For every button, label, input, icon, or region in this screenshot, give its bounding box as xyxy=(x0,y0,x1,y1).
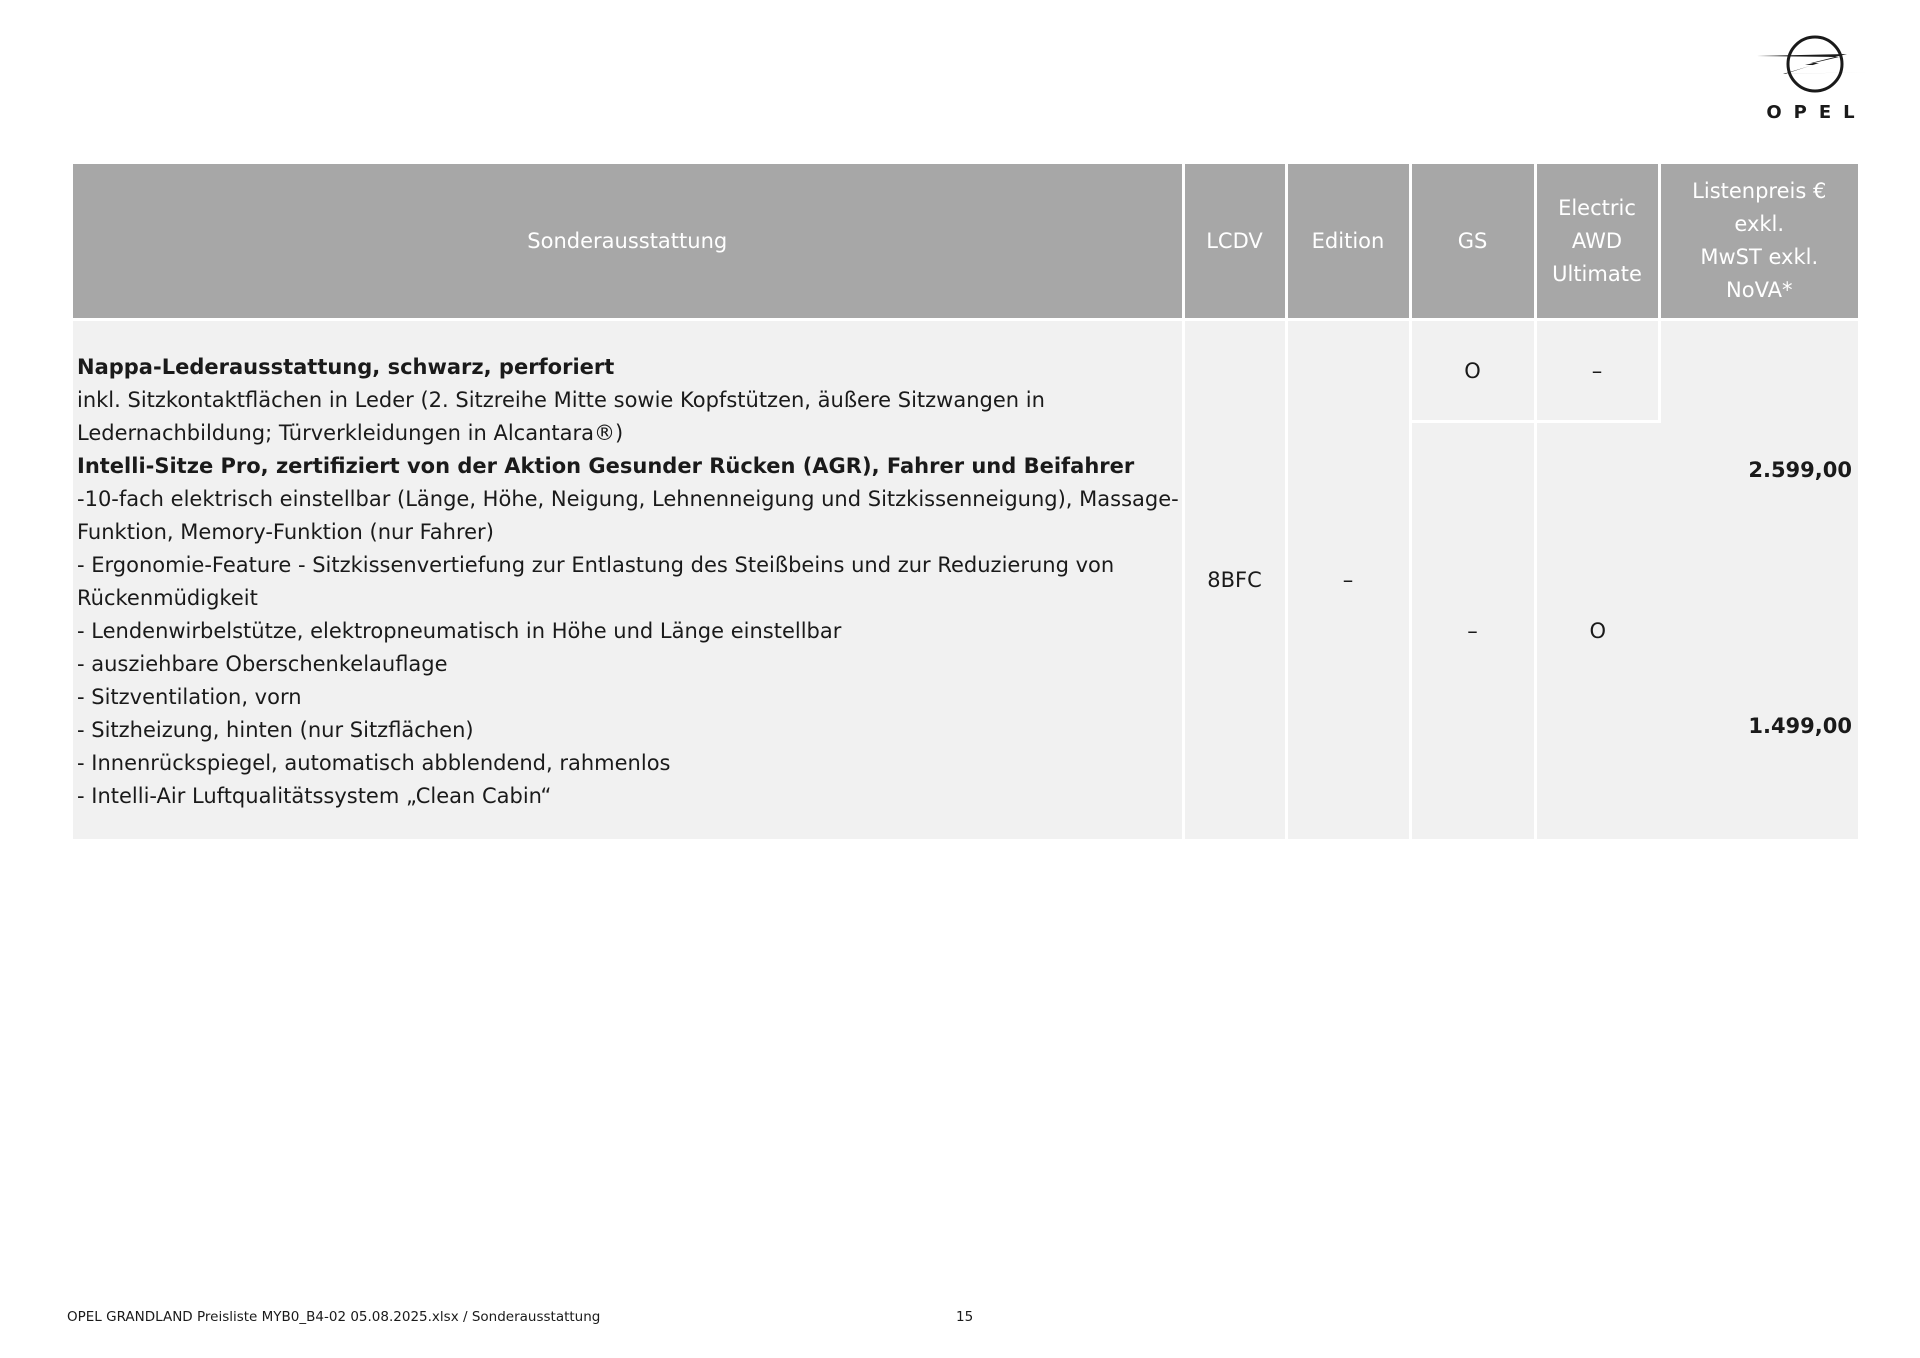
description-line: - Intelli-Air Luftqualitätssystem „Clean Cabin“ xyxy=(77,784,552,808)
awd-cell: O xyxy=(1535,422,1659,840)
price-value: 1.499,00 xyxy=(1748,713,1852,738)
description-line: Funktion, Memory-Funktion (nur Fahrer) xyxy=(77,520,494,544)
description-line: - Sitzventilation, vorn xyxy=(77,685,302,709)
header-price-line: exkl. xyxy=(1734,212,1785,236)
footer-filename: OPEL GRANDLAND Preisliste MYB0_B4-02 05.08.2025.xlsx / Sonderausstattung xyxy=(67,1309,601,1325)
description-title: Intelli-Sitze Pro, zertifiziert von der Aktion Gesunder Rücken (AGR), Fahrer und Beifahrer xyxy=(77,454,1135,478)
header-awd-line: AWD xyxy=(1571,228,1623,253)
description-line: inkl. Sitzkontaktflächen in Leder (2. Sitzreihe Mitte sowie Kopfstützen, äußere Sitzwangen in xyxy=(77,388,1045,412)
header-gs: GS xyxy=(1410,164,1535,320)
description-line: - Lendenwirbelstütze, elektropneumatisch in Höhe und Länge einstellbar xyxy=(77,619,842,643)
edition-cell: – xyxy=(1286,320,1410,840)
page-number: 15 xyxy=(956,1309,974,1325)
header-electric-awd-ultimate xyxy=(1535,164,1659,320)
header-listenpreis xyxy=(1659,164,1858,320)
description-line: Rückenmüdigkeit xyxy=(77,586,258,610)
description-title: Nappa-Lederausstattung, schwarz, perforiert xyxy=(77,355,615,379)
header-price-line: Listenpreis € xyxy=(1692,179,1827,203)
price-value: 2.599,00 xyxy=(1748,457,1852,482)
opel-logo xyxy=(1755,30,1870,125)
table-header-row xyxy=(73,164,1858,320)
header-edition: Edition xyxy=(1286,164,1410,320)
header-awd-line: Ultimate xyxy=(1552,261,1642,286)
gs-cell: O xyxy=(1410,320,1535,422)
gs-cell: – xyxy=(1410,422,1535,840)
header-sonderausstattung: Sonderausstattung xyxy=(73,164,1183,320)
opel-blitz-icon xyxy=(1755,30,1870,100)
awd-cell: – xyxy=(1535,320,1659,422)
header-awd-line: Electric xyxy=(1558,195,1636,220)
table-row xyxy=(73,320,1858,422)
price-cell xyxy=(1659,320,1858,840)
description-line: Ledernachbildung; Türverkleidungen in Alcantara®) xyxy=(77,421,624,445)
description-line: - ausziehbare Oberschenkelauflage xyxy=(77,652,448,676)
description-line: - Innenrückspiegel, automatisch abblendend, rahmenlos xyxy=(77,751,671,775)
brand-name: OPEL xyxy=(1766,102,1867,123)
header-price-line: MwST exkl. xyxy=(1700,245,1819,269)
header-lcdv: LCDV xyxy=(1183,164,1286,320)
description-line: - Sitzheizung, hinten (nur Sitzflächen) xyxy=(77,718,474,742)
lcdv-code-cell: 8BFC xyxy=(1183,320,1286,840)
header-price-line: NoVA* xyxy=(1726,278,1793,302)
equipment-description xyxy=(73,320,1183,840)
equipment-table xyxy=(73,164,1858,839)
description-line: -10-fach elektrisch einstellbar (Länge, Höhe, Neigung, Lehnenneigung und Sitzkissenneigung), Massage- xyxy=(77,487,1179,511)
description-line: - Ergonomie-Feature - Sitzkissenvertiefung zur Entlastung des Steißbeins und zur Reduzierung von xyxy=(77,553,1115,577)
